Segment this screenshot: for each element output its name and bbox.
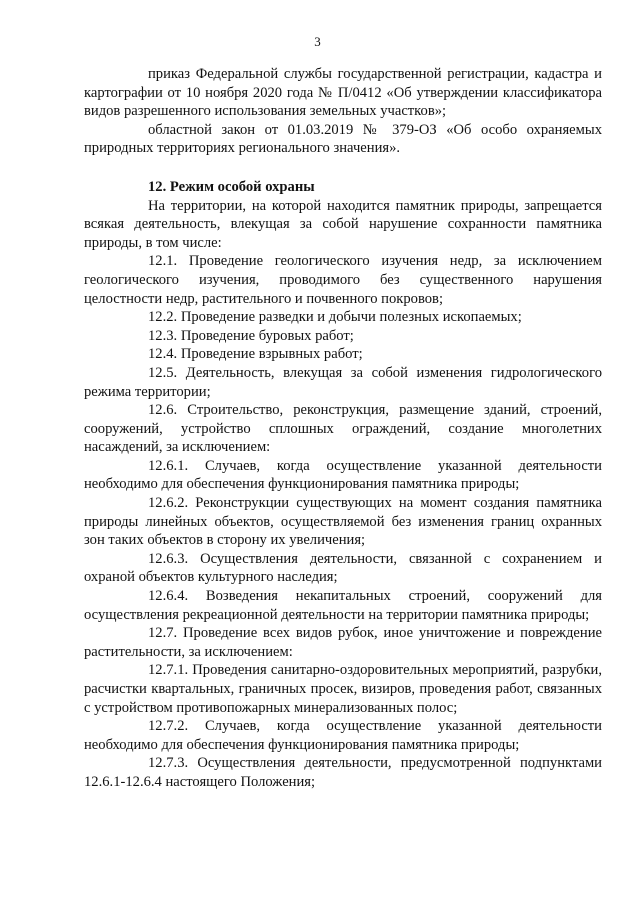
clause-12-1: 12.1. Проведение геологического изучения недр, за исключением геологического изучения, проводимого без существенного нарушения целостности недр, растительного и почвенного покровов; xyxy=(84,253,602,307)
clause-12-2: 12.2. Проведение разведки и добычи полезных ископаемых; xyxy=(148,309,522,326)
document-body xyxy=(84,65,602,792)
page-number: 3 xyxy=(314,34,321,49)
clause-12-6-1: 12.6.1. Случаев, когда осуществление указанной деятельности необходимо для обеспечения функционирования памятника природы; xyxy=(84,457,602,493)
clause-12-7-2: 12.7.2. Случаев, когда осуществление указанной деятельности необходимо для обеспечения функционирования памятника природы; xyxy=(84,718,602,753)
section-heading: 12. Режим особой охраны xyxy=(148,178,315,195)
clause-12-6-2: 12.6.2. Реконструкции существующих на момент создания памятника природы линейных объектов, осуществляемой без изменения границ охранных зон таких объектов в сторону их увеличения; xyxy=(84,495,602,549)
clause-12-7-1: 12.7.1. Проведения санитарно-оздоровительных мероприятий, разрубки, расчистки квартальных, граничных просек, визиров, проведения работ, связанных с устройством противопожарных минерализованных полос; xyxy=(84,662,602,716)
clause-12-6: 12.6. Строительство, реконструкция, размещение зданий, строений, сооружений, устройство сплошных ограждений, создание многолетних насаждений, за исключением: xyxy=(84,402,602,456)
clause-12-5: 12.5. Деятельность, влекущая за собой изменения гидрологического режима территории; xyxy=(84,364,602,400)
clause-12-4: 12.4. Проведение взрывных работ; xyxy=(148,346,363,363)
clause-12-3: 12.3. Проведение буровых работ; xyxy=(148,327,354,344)
intro-paragraph: областной закон от 01.03.2019 № 379-ОЗ «Об особо охраняемых природных территориях регионального значения». xyxy=(84,121,602,157)
intro-paragraph: приказ Федеральной службы государственной регистрации, кадастра и картографии от 10 ноября 2020 года № П/0412 «Об утверждении классификатора видов разрешенного использования земельных участков»; xyxy=(84,66,602,120)
clause-12-7-3: 12.7.3. Осуществления деятельности, предусмотренной подпунктами 12.6.1-12.6.4 настоящего Положения; xyxy=(84,755,602,790)
section-paragraph: На территории, на которой находится памятник природы, запрещается всякая деятельность, влекущая за собой нарушение сохранности памятника природы, в том числе: xyxy=(84,197,602,251)
clause-12-6-4: 12.6.4. Возведения некапитальных строений, сооружений для осуществления рекреационной деятельности на территории памятника природы; xyxy=(84,588,602,623)
clause-12-7: 12.7. Проведение всех видов рубок, иное уничтожение и повреждение растительности, за исключением: xyxy=(84,625,602,660)
clause-12-6-3: 12.6.3. Осуществления деятельности, связанной с сохранением и охраной объектов культурного наследия; xyxy=(84,550,602,586)
